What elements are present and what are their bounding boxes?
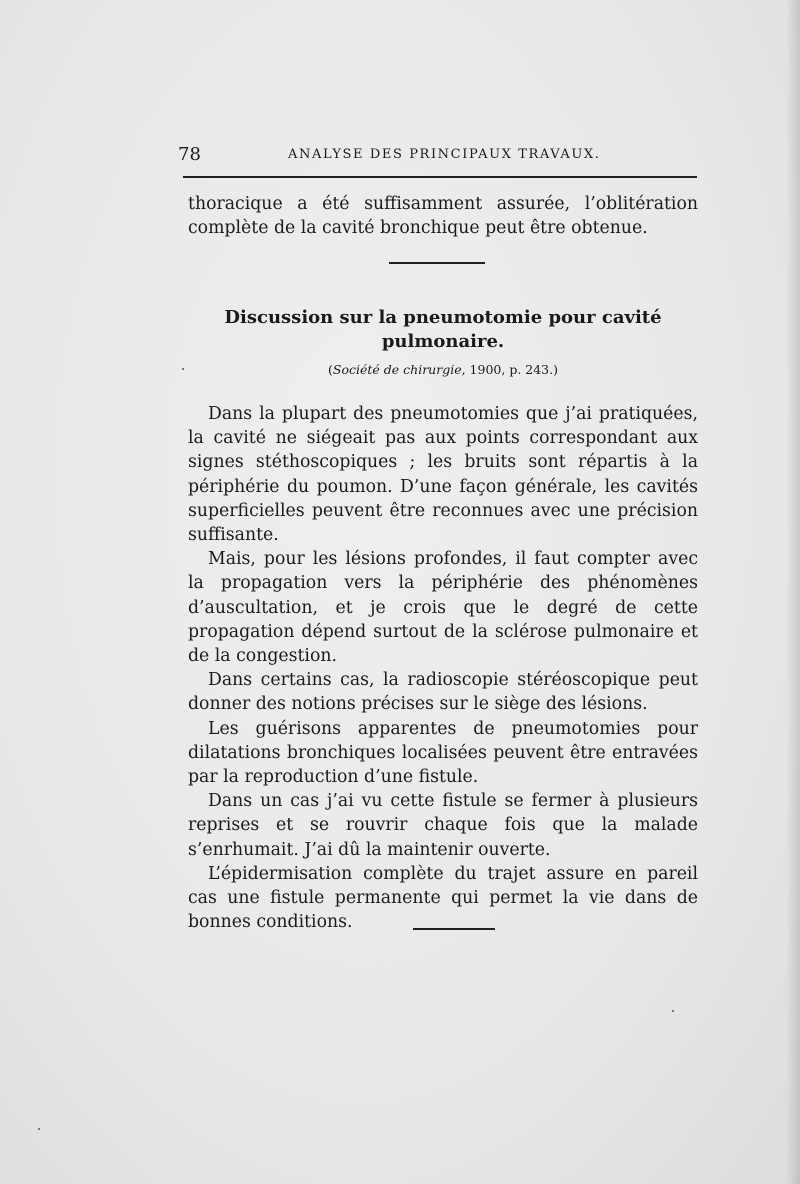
section-source (188, 360, 698, 380)
body-paragraph-5: Dans un cas j’ai vu cette fistule se fermer à plusieurs reprises et se rouvrir chaque fois que la malade s’enrhumait. J’ai dû la maintenir ouverte. (188, 791, 698, 860)
page-header (178, 142, 698, 168)
body-paragraph-2: Mais, pour les lésions profondes, il faut compter avec la propagation vers la périphérie des phénomènes d’auscultation, et je crois que le degré de cette propagation dépend surtout de la sclérose pulmonaire et de la congestion. (188, 549, 698, 667)
source-details: , 1900, p. 243.) (461, 362, 558, 377)
scan-speck (38, 1128, 40, 1130)
section-title: Discussion sur la pneumotomie pour cavité pulmonaire. (224, 307, 662, 352)
body-paragraph-6: L’épidermisation complète du trajet assure en pareil cas une fistule permanente qui permet la vie dans de bonnes conditions. (188, 863, 698, 933)
body-paragraph-3: Dans certains cas, la radioscopie stéréoscopique peut donner des notions précises sur le siège des lésions. (188, 670, 698, 715)
scan-speck (672, 1010, 674, 1012)
source-open-paren: ( (328, 362, 333, 377)
scan-speck (182, 368, 184, 370)
section-separator-bottom (413, 928, 495, 930)
page-edge-shadow (786, 0, 800, 1184)
running-title: ANALYSE DES PRINCIPAUX TRAVAUX. (288, 147, 601, 162)
header-rule (183, 176, 697, 178)
body-paragraph-4: Les guérisons apparentes de pneumotomies pour dilatations bronchiques localisées peuvent être entravées par la reproduction d’une fistule. (188, 718, 698, 788)
page-number: 78 (178, 144, 201, 165)
section-separator-top (389, 262, 485, 264)
body-paragraph-1: Dans la plupart des pneumotomies que j’ai pratiquées, la cavité ne siégeait pas aux points correspondant aux signes stéthoscopiques ; les bruits sont répartis à la périphérie du poumon. D’une façon générale, les cavités superficielles peuvent être reconnues avec une précision suffisante. (188, 404, 698, 546)
source-journal: Société de chirurgie (332, 362, 462, 377)
intro-paragraph: thoracique a été suffisamment assurée, l’oblitération complète de la cavité bronchique peut être obtenue. (188, 194, 698, 238)
section-body (188, 402, 698, 934)
